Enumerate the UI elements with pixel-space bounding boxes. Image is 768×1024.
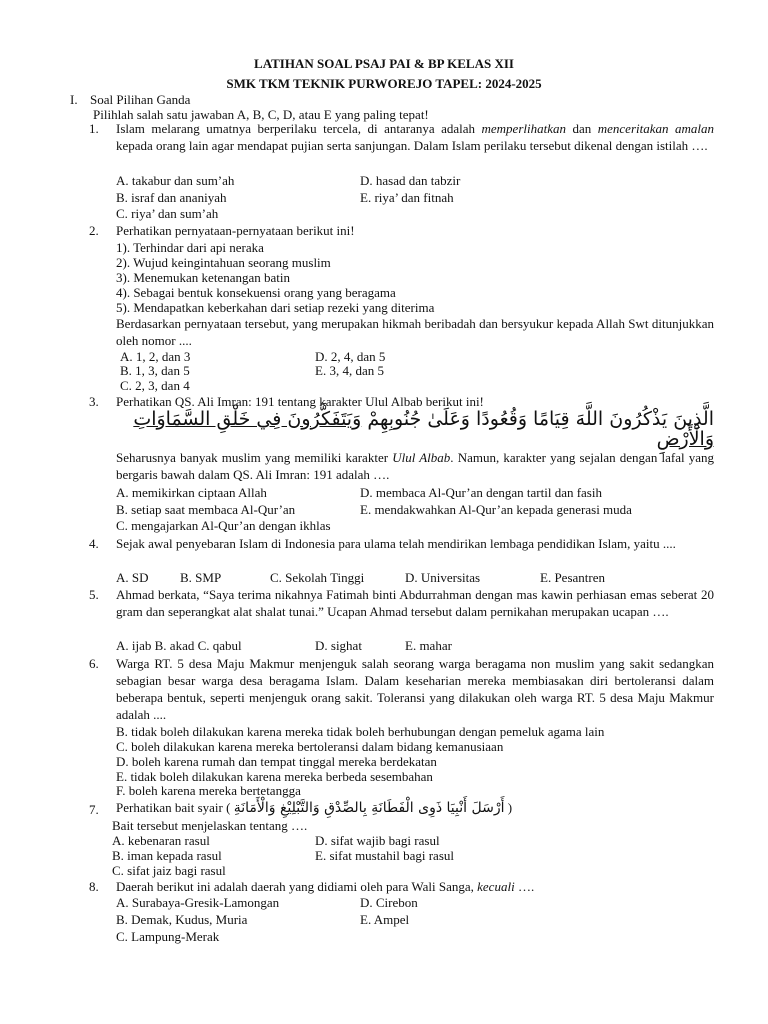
q2-option-d[interactable]: D. 2, 4, dan 5 bbox=[315, 349, 386, 364]
q1-option-e[interactable]: E. riya’ dan fitnah bbox=[360, 190, 454, 205]
q2-option-e[interactable]: E. 3, 4, dan 5 bbox=[315, 363, 384, 378]
section-label: I. bbox=[70, 92, 78, 107]
q2-statement-1: 1). Terhindar dari api neraka bbox=[116, 240, 264, 255]
q4-text: Sejak awal penyebaran Islam di Indonesia para ulama telah mendirikan lembaga pendidikan Islam, yaitu .... bbox=[116, 536, 676, 551]
q8-number: 8. bbox=[89, 879, 99, 894]
exam-title: LATIHAN SOAL PSAJ PAI & BP KELAS XII bbox=[254, 56, 514, 71]
q1-number: 1. bbox=[89, 121, 99, 136]
q7-option-a[interactable]: A. kebenaran rasul bbox=[112, 833, 210, 848]
q3-text: Perhatikan QS. Ali Imran: 191 tentang karakter Ulul Albab berikut ini! bbox=[116, 394, 484, 409]
q1-option-c[interactable]: C. riya’ dan sum’ah bbox=[116, 206, 219, 221]
q1-option-d[interactable]: D. hasad dan tabzir bbox=[360, 173, 461, 188]
q6-option-f[interactable]: F. boleh karena mereka bertetangga bbox=[116, 783, 301, 798]
q3-arabic-verse-line2: وَالْأَرْضِ bbox=[656, 428, 714, 450]
q5-options-abc[interactable]: A. ijab B. akad C. qabul bbox=[116, 638, 242, 653]
q3-option-c[interactable]: C. mengajarkan Al-Qur’an dengan ikhlas bbox=[116, 518, 331, 533]
q2-option-c[interactable]: C. 2, 3, dan 4 bbox=[120, 378, 190, 393]
q1-text: Islam melarang umatnya berperilaku tercela, di antaranya adalah memperlihatkan dan menceritakan amalan kepada orang lain agar mendapat pujian serta sanjungan. Dalam Islam perilaku tersebut dikenal dengan istilah …. bbox=[116, 121, 714, 153]
q4-option-e[interactable]: E. Pesantren bbox=[540, 570, 605, 585]
q6-option-e[interactable]: E. tidak boleh dilakukan karena mereka berbeda sesembahan bbox=[116, 769, 433, 784]
q4-option-d[interactable]: D. Universitas bbox=[405, 570, 481, 585]
q8-option-a[interactable]: A. Surabaya-Gresik-Lamongan bbox=[116, 895, 280, 910]
q2-option-b[interactable]: B. 1, 3, dan 5 bbox=[120, 363, 190, 378]
section-instruction: Pilihlah salah satu jawaban A, B, C, D, atau E yang paling tepat! bbox=[93, 107, 429, 122]
q2-statement-4: 4). Sebagai bentuk konsekuensi orang yang beragama bbox=[116, 285, 396, 300]
q7-text: Perhatikan bait syair ( أَرْسَلَ أَنْبِيَا ذَوِى الْفَطَانَةِ بِالصِّدْقِ وَالتَّبْلِيْغِ وَالْأَمَانَةِ ) bbox=[116, 800, 513, 816]
q2-number: 2. bbox=[89, 223, 99, 238]
q6-number: 6. bbox=[89, 656, 99, 671]
q3-option-d[interactable]: D. membaca Al-Qur’an dengan tartil dan fasih bbox=[360, 485, 602, 500]
q5-number: 5. bbox=[89, 587, 99, 602]
q6-text: Warga RT. 5 desa Maju Makmur menjenguk salah seorang warga beragama non muslim yang sakit sedangkan sebagian besar warga desa beragama Islam. Dalam keseharian mereka membiasakan diri bertoleransi dalam beberapa bentuk, seperti menjenguk orang sakit. Toleransi yang dilakukan oleh warga RT. 5 desa Maju Makmur adalah .... bbox=[116, 656, 714, 722]
q3-number: 3. bbox=[89, 394, 99, 409]
q6-option-c[interactable]: C. boleh dilakukan karena mereka bertoleransi dalam bidang kemanusiaan bbox=[116, 739, 504, 754]
q5-option-e[interactable]: E. mahar bbox=[405, 638, 452, 653]
q3-arabic-verse-line1: الَّذِينَ يَذْكُرُونَ اللَّهَ قِيَامًا وَقُعُودًا وَعَلَىٰ جُنُوبِهِمْ وَيَتَفَكَّرُونَ فِي خَلْقِ السَّمَاوَاتِ bbox=[133, 408, 714, 430]
q4-option-c[interactable]: C. Sekolah Tinggi bbox=[270, 570, 365, 585]
q2-statement-3: 3). Menemukan ketenangan batin bbox=[116, 270, 290, 285]
q8-option-b[interactable]: B. Demak, Kudus, Muria bbox=[116, 912, 248, 927]
school-title: SMK TKM TEKNIK PURWOREJO TAPEL: 2024-2025 bbox=[226, 76, 542, 91]
q7-option-b[interactable]: B. iman kepada rasul bbox=[112, 848, 222, 863]
q2-statement-2: 2). Wujud keingintahuan seorang muslim bbox=[116, 255, 331, 270]
q7-option-d[interactable]: D. sifat wajib bagi rasul bbox=[315, 833, 440, 848]
q8-option-c[interactable]: C. Lampung-Merak bbox=[116, 929, 220, 944]
q3-option-b[interactable]: B. setiap saat membaca Al-Qur’an bbox=[116, 502, 296, 517]
q4-number: 4. bbox=[89, 536, 99, 551]
q7-option-c[interactable]: C. sifat jaiz bagi rasul bbox=[112, 863, 226, 878]
q2-statement-5: 5). Mendapatkan keberkahan dari setiap rezeki yang diterima bbox=[116, 300, 435, 315]
q7-option-e[interactable]: E. sifat mustahil bagi rasul bbox=[315, 848, 455, 863]
q1-option-a[interactable]: A. takabur dan sum’ah bbox=[116, 173, 235, 188]
q2-question: Berdasarkan pernyataan tersebut, yang merupakan hikmah beribadah dan bersyukur kepada Allah Swt ditunjukkan oleh nomor .... bbox=[116, 316, 714, 348]
q4-option-a[interactable]: A. SD bbox=[116, 570, 149, 585]
q1-option-b[interactable]: B. israf dan ananiyah bbox=[116, 190, 227, 205]
q8-option-e[interactable]: E. Ampel bbox=[360, 912, 410, 927]
q8-text: Daerah berikut ini adalah daerah yang didiami oleh para Wali Sanga, kecuali …. bbox=[116, 879, 535, 894]
q3-option-e[interactable]: E. mendakwahkan Al-Qur’an kepada generasi muda bbox=[360, 502, 632, 517]
q7-question: Bait tersebut menjelaskan tentang …. bbox=[112, 818, 308, 833]
q2-option-a[interactable]: A. 1, 2, dan 3 bbox=[120, 349, 191, 364]
q7-arabic-syair: أَرْسَلَ أَنْبِيَا ذَوِى الْفَطَانَةِ بِالصِّدْقِ وَالتَّبْلِيْغِ وَالْأَمَانَةِ bbox=[233, 800, 505, 816]
q4-option-b[interactable]: B. SMP bbox=[180, 570, 222, 585]
q8-option-d[interactable]: D. Cirebon bbox=[360, 895, 418, 910]
q5-option-d[interactable]: D. sighat bbox=[315, 638, 362, 653]
q3-question: Seharusnya banyak muslim yang memiliki karakter Ulul Albab. Namun, karakter yang sejalan dengan lafal yang bergaris bawah dalam QS. Ali Imran: 191 adalah …. bbox=[116, 450, 714, 482]
section-title: Soal Pilihan Ganda bbox=[90, 92, 191, 107]
q3-option-a[interactable]: A. memikirkan ciptaan Allah bbox=[116, 485, 267, 500]
q2-text: Perhatikan pernyataan-pernyataan berikut ini! bbox=[116, 223, 355, 238]
q5-text: Ahmad berkata, “Saya terima nikahnya Fatimah binti Abdurrahman dengan mas kawin perhiasan emas seberat 20 gram dan seperangkat alat shalat tunai.” Ucapan Ahmad tersebut dalam pernikahan merupakan ucapan …. bbox=[116, 587, 714, 619]
q6-option-b[interactable]: B. tidak boleh dilakukan karena mereka tidak boleh berhubungan dengan pemeluk agama lain bbox=[116, 724, 605, 739]
q6-option-d[interactable]: D. boleh karena rumah dan tempat tinggal mereka berdekatan bbox=[116, 754, 437, 769]
q7-number: 7. bbox=[89, 802, 99, 817]
